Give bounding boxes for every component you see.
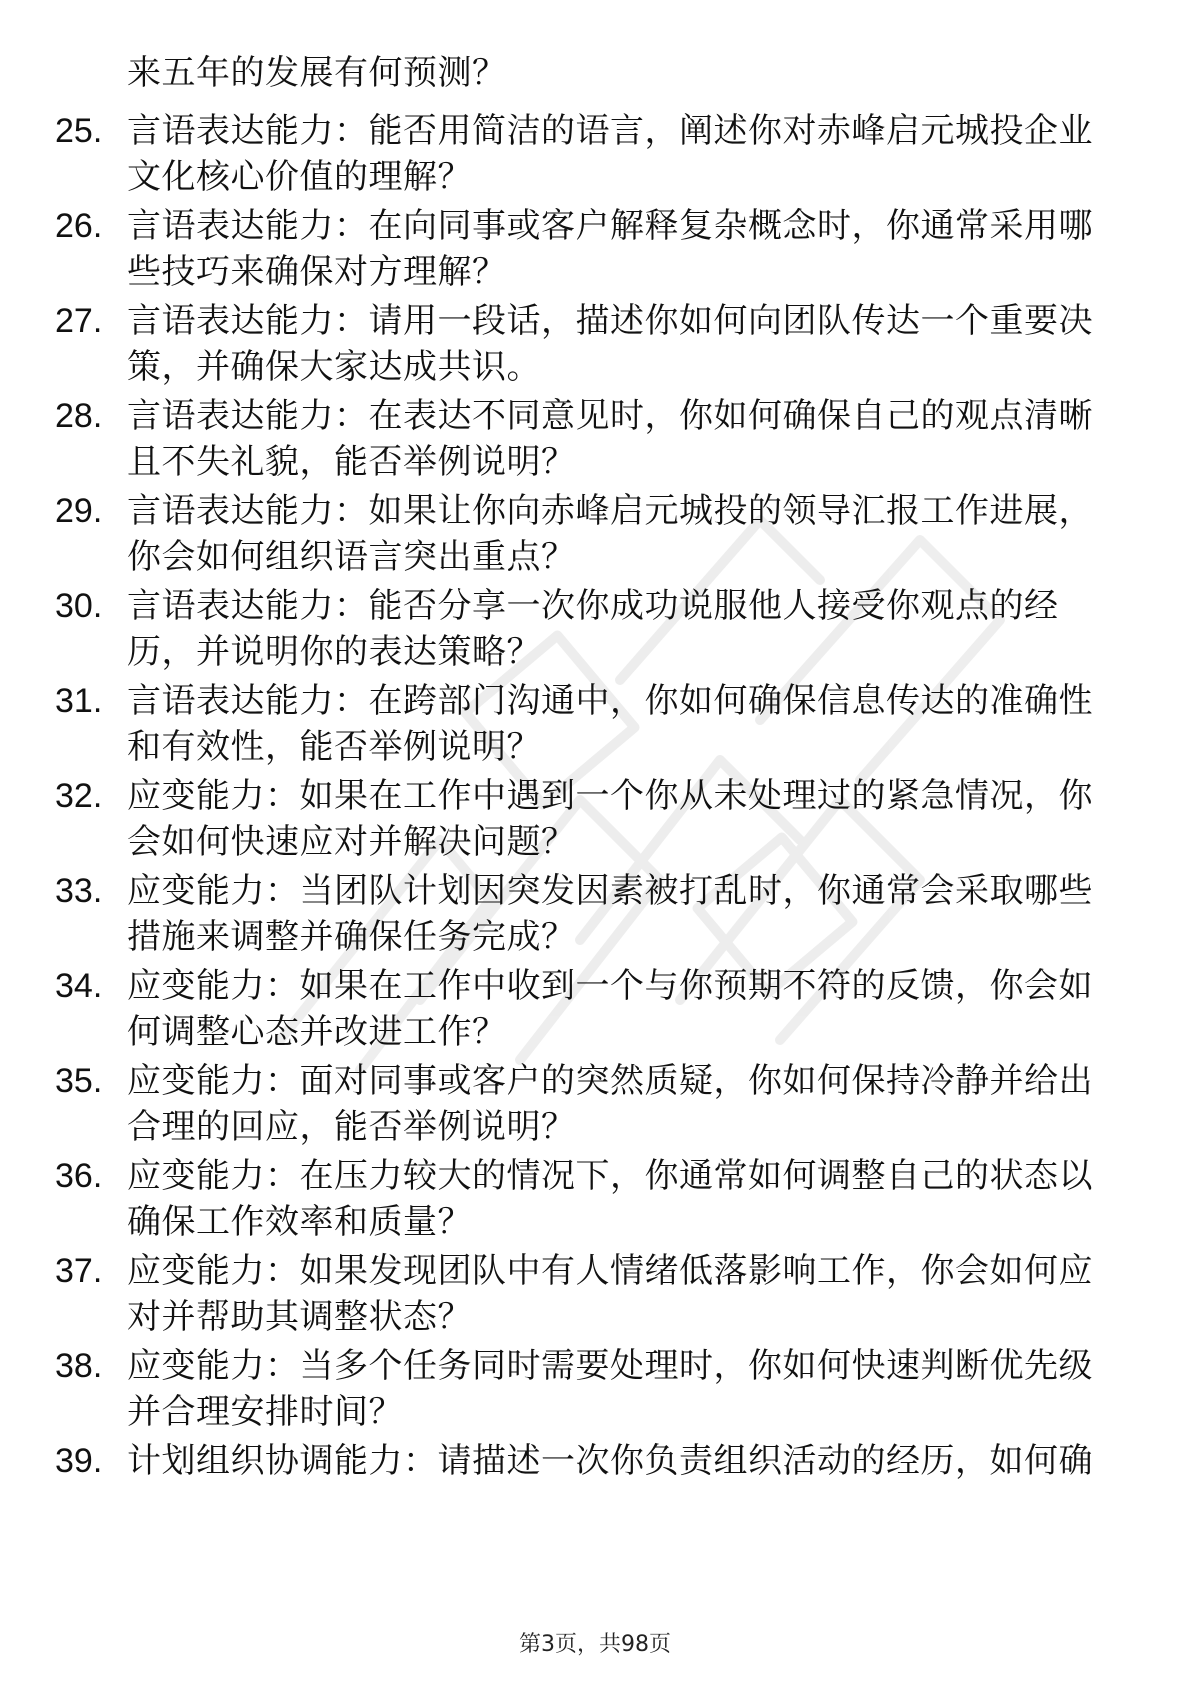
question-text: 言语表达能力：如果让你向赤峰启元城投的领导汇报工作进展， 你会如何组织语言突出重点？ [127,491,1093,577]
question-text: 应变能力：如果发现团队中有人情绪低落影响工作，你会如何应 对并帮助其调整状态？ [127,1251,1093,1337]
question-text: 应变能力：面对同事或客户的突然质疑，你如何保持冷静并给出 合理的回应，能否举例说明？ [127,1061,1093,1147]
question-number: 32. [55,777,103,815]
question-number: 38. [55,1347,103,1385]
question-text: 言语表达能力：请用一段话，描述你如何向团队传达一个重要决 策，并确保大家达成共识。 [127,301,1093,387]
question-number: 28. [55,397,103,435]
question-text: 言语表达能力：能否用简洁的语言，阐述你对赤峰启元城投企业 文化核心价值的理解？ [127,111,1093,197]
question-text: 应变能力：如果在工作中收到一个与你预期不符的反馈，你会如 何调整心态并改进工作？ [127,966,1093,1052]
question-number: 30. [55,587,103,625]
question-number: 29. [55,492,103,530]
question-number: 33. [55,872,103,910]
question-text: 应变能力：如果在工作中遇到一个你从未处理过的紧急情况，你 会如何快速应对并解决问题？ [127,776,1093,862]
question-number: 26. [55,207,103,245]
question-number: 36. [55,1157,103,1195]
question-text: 言语表达能力：在向同事或客户解释复杂概念时，你通常采用哪 些技巧来确保对方理解？ [127,206,1093,292]
question-number: 31. [55,682,103,720]
question-text: 计划组织协调能力：请描述一次你负责组织活动的经历，如何确 [127,1441,1093,1481]
question-number: 25. [55,112,103,150]
question-text: 应变能力：在压力较大的情况下，你通常如何调整自己的状态以 确保工作效率和质量？ [127,1156,1093,1242]
continued-text: 来五年的发展有何预测？ [127,53,507,93]
question-number: 27. [55,302,103,340]
question-text: 应变能力：当多个任务同时需要处理时，你如何快速判断优先级 并合理安排时间？ [127,1346,1093,1432]
question-text: 言语表达能力：在表达不同意见时，你如何确保自己的观点清晰 且不失礼貌，能否举例说明？ [127,396,1093,482]
question-number: 34. [55,967,103,1005]
question-number: 35. [55,1062,103,1100]
question-text: 应变能力：当团队计划因突发因素被打乱时，你通常会采取哪些 措施来调整并确保任务完成？ [127,871,1093,957]
question-number: 37. [55,1252,103,1290]
question-text: 言语表达能力：能否分享一次你成功说服他人接受你观点的经 历，并说明你的表达策略？ [127,586,1059,672]
page-footer: 第3页，共98页 [519,1632,671,1657]
question-number: 39. [55,1442,103,1480]
question-text: 言语表达能力：在跨部门沟通中，你如何确保信息传达的准确性 和有效性，能否举例说明？ [127,681,1093,767]
